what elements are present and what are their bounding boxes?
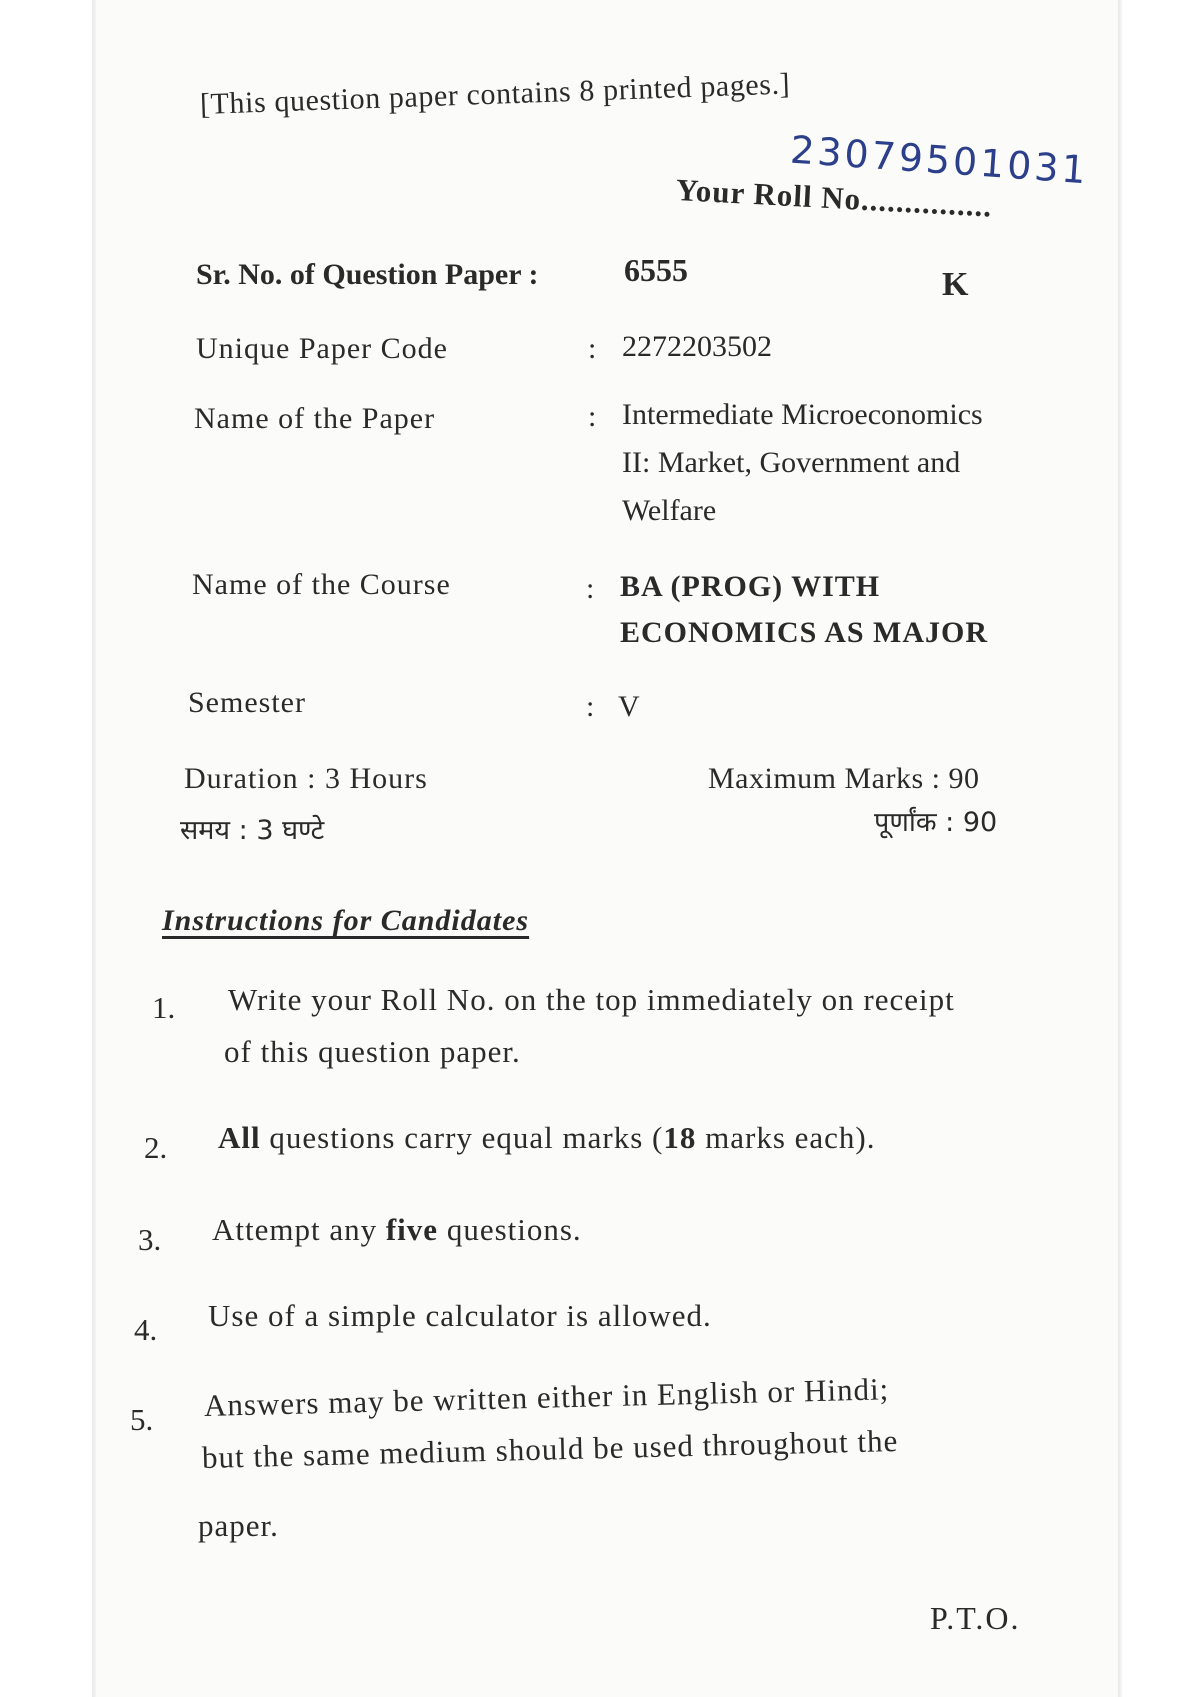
instruction-4: Use of a simple calculator is allowed. xyxy=(208,1298,712,1333)
sr-no-value: 6555 xyxy=(624,252,688,288)
instruction-3-bold-five: five xyxy=(385,1212,439,1247)
instructions-heading: Instructions for Candidates xyxy=(162,904,530,937)
please-turn-over: P.T.O. xyxy=(930,1600,1021,1636)
paper-name-line-2: II: Market, Government and xyxy=(622,446,961,479)
roll-number-label: Your Roll No............... xyxy=(675,172,994,224)
duration: Duration : 3 Hours xyxy=(184,762,428,795)
instruction-1-line-1: Write your Roll No. on the top immediately on receipt xyxy=(228,982,955,1017)
maximum-marks: Maximum Marks : 90 xyxy=(708,762,980,795)
instruction-3-pre: Attempt any xyxy=(212,1212,386,1247)
instruction-number-3: 3. xyxy=(138,1222,162,1257)
instruction-5-line-1: Answers may be written either in English or Hindi; xyxy=(203,1371,890,1423)
upc-colon: : xyxy=(588,332,597,365)
scan-edge-left xyxy=(92,0,96,1697)
instruction-2-mid: questions carry equal marks ( xyxy=(260,1120,664,1155)
paper-name-line-1: Intermediate Microeconomics xyxy=(622,398,983,431)
instruction-5-line-3: paper. xyxy=(198,1508,279,1543)
duration-hindi: समय : 3 घण्टे xyxy=(180,815,325,846)
paper-name-label: Name of the Paper xyxy=(194,402,436,435)
paper-name-line-3: Welfare xyxy=(622,494,717,527)
instruction-2-bold-all: All xyxy=(218,1120,261,1155)
paper-name-colon: : xyxy=(588,400,597,433)
instruction-number-2: 2. xyxy=(144,1130,168,1165)
instruction-1-line-2: of this question paper. xyxy=(224,1034,521,1069)
course-name-line-1: BA (PROG) WITH xyxy=(620,570,881,603)
course-name-colon: : xyxy=(586,572,595,605)
pages-note: [This question paper contains 8 printed pages.] xyxy=(199,67,791,121)
instruction-2-bold-marks: 18 xyxy=(663,1120,697,1155)
instruction-2 xyxy=(218,1120,876,1156)
sr-no-label: Sr. No. of Question Paper : xyxy=(196,258,539,291)
course-name-line-2: ECONOMICS AS MAJOR xyxy=(620,616,989,649)
instruction-2-post: marks each). xyxy=(696,1120,876,1155)
set-code: K xyxy=(942,266,969,303)
semester-value: V xyxy=(618,690,640,723)
instruction-number-4: 4. xyxy=(134,1312,158,1347)
maximum-marks-hindi: पूर्णांक : 90 xyxy=(874,807,998,838)
upc-value: 2272203502 xyxy=(622,330,772,363)
scan-edge-right xyxy=(1118,0,1122,1697)
handwritten-roll-number: 23079501031 xyxy=(788,127,1091,193)
upc-label: Unique Paper Code xyxy=(196,332,448,365)
instruction-5-line-2: but the same medium should be used throughout the xyxy=(201,1422,899,1475)
instruction-3 xyxy=(212,1212,582,1248)
semester-colon: : xyxy=(586,690,595,723)
instruction-3-post: questions. xyxy=(438,1212,582,1247)
instruction-number-1: 1. xyxy=(152,990,176,1025)
course-name-label: Name of the Course xyxy=(192,568,451,601)
instruction-number-5: 5. xyxy=(130,1402,154,1437)
semester-label: Semester xyxy=(188,686,306,719)
